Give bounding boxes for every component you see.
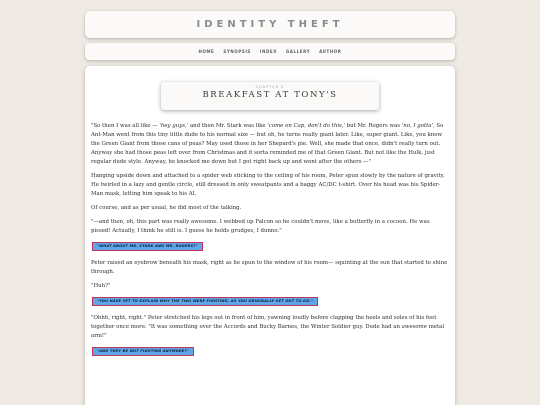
story-body <box>91 122 449 364</box>
ai-dialogue-box: "AND THEY BE NOT FIGHTING ANYMORE?" <box>92 347 194 356</box>
chapter-label: CHAPTER 6 <box>255 85 285 89</box>
site-title[interactable]: IDENTITY THEFT <box>196 19 344 30</box>
nav-author[interactable]: AUTHOR <box>319 49 342 54</box>
ai-dialogue-box: "YOU HAVE YET TO EXPLAIN WHY THE TWO WERE FIGHTING, AS YOU ORIGINALLY SET OUT TO DO." <box>92 297 318 306</box>
paragraph: "Ohhh, right, right." Peter stretched his legs out in front of him, yawning loudly before clapping the heels and soles of his feet together once more. "It was something over the Accords and Bucky Barnes, the Winter Soldier guy. Dude had an awesome metal arm!" <box>91 315 445 339</box>
nav-synopsis[interactable]: SYNOPSIS <box>223 49 251 54</box>
nav-home[interactable]: HOME <box>198 49 215 54</box>
chapter-title: BREAKFAST AT TONY'S <box>202 90 338 100</box>
nav-gallery[interactable]: GALLERY <box>285 49 311 54</box>
title-bar <box>85 11 455 38</box>
paragraph: Peter raised an eyebrow beneath his mask, right as he spun to the window of his room— squinting at the sun that started to shine through. <box>91 260 448 275</box>
nav-index[interactable]: INDEX <box>259 49 277 54</box>
paragraph: "—and then, oh, this part was really awesome. I webbed up Falcon so he couldn't move, like a butterfly in a cocoon. He was pissed! Actually, I think he still is. I guess he holds grudges, I dunno." <box>91 219 430 234</box>
ai-dialogue-box: "WHAT ABOUT MR. STARK AND MR. ROGERS?" <box>92 242 203 251</box>
paragraph: Of course, and as per usual, he did most of the talking. <box>91 205 242 211</box>
nav-bar <box>85 43 455 60</box>
paragraph: "So then I was all like — 'hey guys,' and then Mr. Stark was like 'come on Cap, don't do this,' but Mr. Rogers was 'no, I gotta', So Ant-Man went from this tiny little dude to his normal size — but oh, he turns really giant later. Like, super giant. Like, you know the Green Giant from those cans of peas? May used those in her Shepard's pie. Well, she made that once, didn't really turn out. Anyway she had those peas left over from Christmas and it sorta reminded me of that Green Giant. But not like the Hulk, just regular dude style. Anyway, he knocked me down but I got right back up and went after the others —" <box>91 123 444 165</box>
paragraph: "Huh?" <box>91 283 111 289</box>
chapter-header <box>161 82 379 110</box>
paragraph: Hanging upside down and attached to a spider web sticking to the ceiling of his room, Peter spun slowly by the nature of gravity. He twirled in a lazy and gentle circle, still dressed in only sweatpants and a baggy AC/DC t-shirt. Over his head was his Spider-Man mask, letting him speak to his AI. <box>91 173 445 197</box>
story-content <box>85 66 455 405</box>
